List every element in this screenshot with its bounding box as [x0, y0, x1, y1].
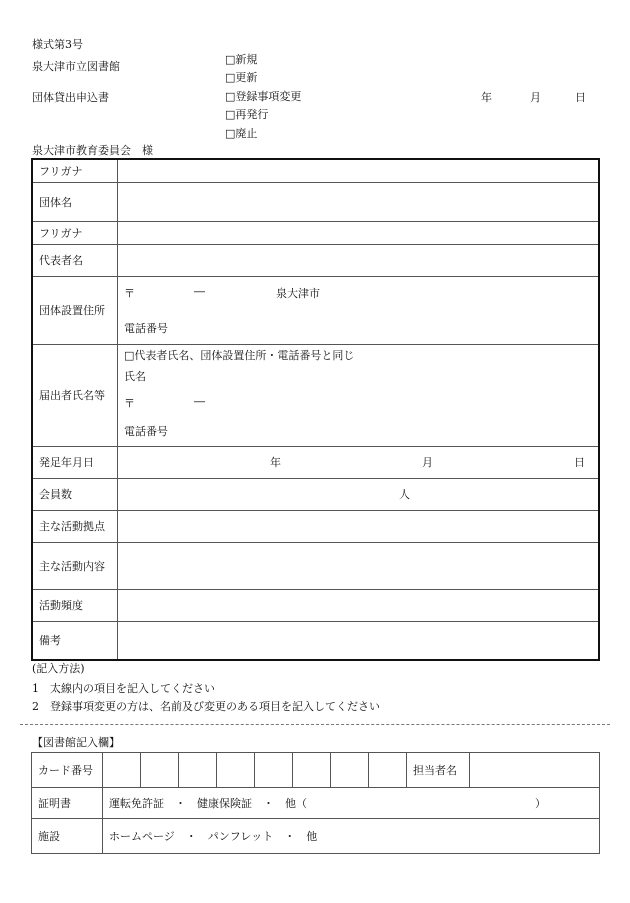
frequency-field[interactable] [118, 589, 600, 621]
card-digit[interactable] [217, 753, 255, 788]
id-doc-options-text: 運転免許証 ・ 健康保険証 ・ 他（ [109, 797, 307, 810]
founded-month: 月 [422, 456, 433, 469]
content-label: 主な活動内容 [32, 542, 118, 589]
library-table [31, 752, 600, 854]
address-field[interactable] [118, 276, 600, 344]
same-as-rep-checkbox[interactable]: □代表者氏名、団体設置住所・電話番号と同じ [124, 348, 355, 362]
card-digit[interactable] [369, 753, 407, 788]
card-number-label: カード番号 [32, 753, 103, 788]
addressee: 泉大津市教育委員会 様 [32, 144, 153, 157]
members-unit: 人 [399, 488, 410, 501]
staff-label: 担当者名 [407, 753, 470, 788]
furigana-rep-field[interactable] [118, 221, 600, 244]
card-digit[interactable] [141, 753, 179, 788]
frequency-label: 活動頻度 [32, 589, 118, 621]
checkbox-change[interactable]: □登録事項変更 [225, 90, 302, 103]
group-name-field[interactable] [118, 182, 600, 221]
card-digit[interactable] [331, 753, 369, 788]
content-field[interactable] [118, 542, 600, 589]
members-field[interactable] [118, 478, 600, 510]
card-digit[interactable] [179, 753, 217, 788]
group-name-label: 団体名 [32, 182, 118, 221]
instruction-1: 1 太線内の項目を記入してください [32, 682, 215, 695]
library-name: 泉大津市立図書館 [32, 60, 120, 73]
postal-mark: 〒 [124, 286, 135, 300]
checkbox-new[interactable]: □新規 [225, 53, 258, 66]
facility-options[interactable]: ホームページ ・ パンフレット ・ 他 [103, 819, 600, 854]
members-label: 会員数 [32, 478, 118, 510]
form-number: 様式第3号 [32, 38, 83, 51]
address-label: 団体設置住所 [32, 276, 118, 344]
remarks-label: 備考 [32, 621, 118, 660]
founded-day: 日 [574, 456, 585, 469]
id-doc-close: ） [535, 797, 546, 810]
instructions-heading: (記入方法) [32, 662, 85, 675]
postal-dash-2: ― [194, 394, 205, 408]
phone-label: 電話番号 [124, 321, 168, 335]
furigana-rep-label: フリガナ [32, 221, 118, 244]
base-field[interactable] [118, 510, 600, 542]
furigana-label: フリガナ [32, 159, 118, 182]
remarks-field[interactable] [118, 621, 600, 660]
furigana-field[interactable] [118, 159, 600, 182]
rep-name-field[interactable] [118, 244, 600, 276]
checkbox-abolish[interactable]: □廃止 [225, 127, 258, 140]
name-label: 氏名 [124, 369, 146, 383]
founded-field[interactable] [118, 446, 600, 478]
notifier-label: 届出者氏名等 [32, 344, 118, 446]
founded-year: 年 [270, 456, 281, 469]
phone-label-2: 電話番号 [124, 424, 168, 438]
card-digit[interactable] [255, 753, 293, 788]
date-day: 日 [575, 91, 586, 104]
notifier-field[interactable] [118, 344, 600, 446]
checkbox-reissue[interactable]: □再発行 [225, 108, 269, 121]
instruction-2: 2 登録事項変更の方は、名前及び変更のある項目を記入してください [32, 700, 380, 713]
id-doc-options[interactable] [103, 788, 600, 819]
checkbox-renew[interactable]: □更新 [225, 71, 258, 84]
facility-label: 施設 [32, 819, 103, 854]
date-year: 年 [481, 91, 492, 104]
founded-label: 発足年月日 [32, 446, 118, 478]
staff-field[interactable] [470, 753, 600, 788]
postal-mark-2: 〒 [124, 396, 135, 410]
form-title: 団体貸出申込書 [32, 91, 109, 104]
library-section-heading: 【図書館記入欄】 [32, 736, 120, 749]
cut-line-divider [20, 724, 610, 725]
date-month: 月 [530, 91, 541, 104]
card-digit[interactable] [103, 753, 141, 788]
base-label: 主な活動拠点 [32, 510, 118, 542]
card-digit[interactable] [293, 753, 331, 788]
id-doc-label: 証明書 [32, 788, 103, 819]
postal-dash: ― [194, 284, 205, 298]
city-name: 泉大津市 [276, 286, 320, 300]
rep-name-label: 代表者名 [32, 244, 118, 276]
application-table [31, 158, 600, 661]
